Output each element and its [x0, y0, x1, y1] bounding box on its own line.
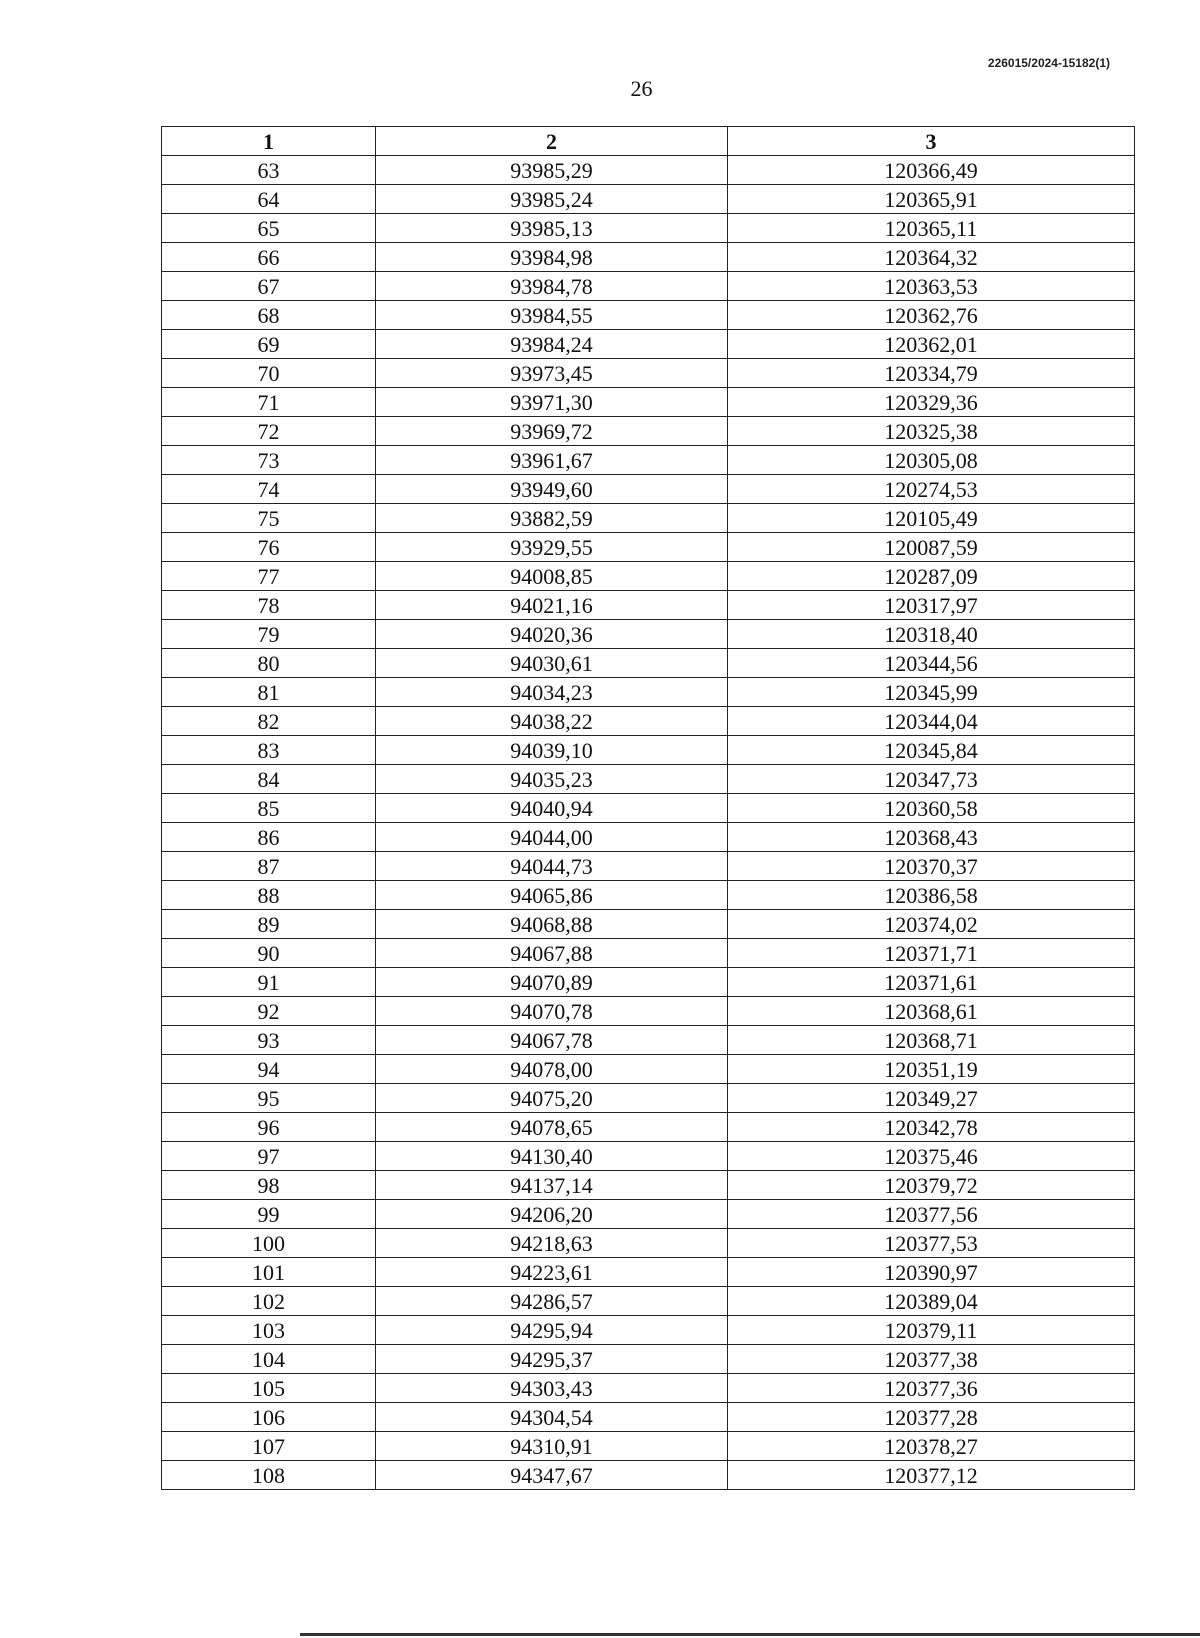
coordinate-x-cell: 93882,59: [376, 504, 728, 533]
table-row: [162, 330, 1135, 359]
point-number-cell: 86: [162, 823, 376, 852]
point-number-cell: 68: [162, 301, 376, 330]
table-row: [162, 533, 1135, 562]
point-number-cell: 84: [162, 765, 376, 794]
point-number-cell: 92: [162, 997, 376, 1026]
point-number-cell: 100: [162, 1229, 376, 1258]
column-header-1: 1: [162, 127, 376, 156]
coordinate-x-cell: 94286,57: [376, 1287, 728, 1316]
coordinate-x-cell: 93971,30: [376, 388, 728, 417]
coordinate-y-cell: 120342,78: [728, 1113, 1135, 1142]
point-number-cell: 73: [162, 446, 376, 475]
coordinate-y-cell: 120345,84: [728, 736, 1135, 765]
table-row: [162, 359, 1135, 388]
point-number-cell: 79: [162, 620, 376, 649]
point-number-cell: 63: [162, 156, 376, 185]
table-row: [162, 1287, 1135, 1316]
point-number-cell: 104: [162, 1345, 376, 1374]
coordinate-y-cell: 120318,40: [728, 620, 1135, 649]
coordinate-y-cell: 120329,36: [728, 388, 1135, 417]
coordinate-x-cell: 94021,16: [376, 591, 728, 620]
coordinate-x-cell: 94137,14: [376, 1171, 728, 1200]
table-row: [162, 910, 1135, 939]
coordinate-x-cell: 93985,24: [376, 185, 728, 214]
page-bottom-rule: [300, 1633, 1200, 1636]
coordinate-x-cell: 94303,43: [376, 1374, 728, 1403]
table-row: [162, 562, 1135, 591]
table-row: [162, 504, 1135, 533]
table-row: [162, 997, 1135, 1026]
document-id: 226015/2024-15182(1): [987, 56, 1110, 70]
table-row: [162, 649, 1135, 678]
coordinate-x-cell: 94044,00: [376, 823, 728, 852]
coordinate-y-cell: 120377,56: [728, 1200, 1135, 1229]
coordinate-y-cell: 120378,27: [728, 1432, 1135, 1461]
coordinate-y-cell: 120377,28: [728, 1403, 1135, 1432]
table-row: [162, 620, 1135, 649]
point-number-cell: 64: [162, 185, 376, 214]
coordinate-y-cell: 120325,38: [728, 417, 1135, 446]
table-row: [162, 1026, 1135, 1055]
coordinate-x-cell: 94035,23: [376, 765, 728, 794]
table-row: [162, 156, 1135, 185]
page-number: 26: [630, 76, 653, 101]
point-number-cell: 90: [162, 939, 376, 968]
coordinate-y-cell: 120379,72: [728, 1171, 1135, 1200]
column-header-3: 3: [728, 127, 1135, 156]
coordinate-x-cell: 93985,13: [376, 214, 728, 243]
coordinate-x-cell: 94218,63: [376, 1229, 728, 1258]
point-number-cell: 82: [162, 707, 376, 736]
coordinate-x-cell: 93929,55: [376, 533, 728, 562]
coordinate-x-cell: 94075,20: [376, 1084, 728, 1113]
table-row: [162, 301, 1135, 330]
coordinate-x-cell: 93973,45: [376, 359, 728, 388]
table-header-row: [162, 127, 1135, 156]
coordinate-x-cell: 94223,61: [376, 1258, 728, 1287]
coordinate-x-cell: 94039,10: [376, 736, 728, 765]
coordinate-y-cell: 120351,19: [728, 1055, 1135, 1084]
coordinate-y-cell: 120344,04: [728, 707, 1135, 736]
coordinate-x-cell: 94008,85: [376, 562, 728, 591]
table-row: [162, 881, 1135, 910]
column-header-2: 2: [376, 127, 728, 156]
point-number-cell: 81: [162, 678, 376, 707]
coordinate-x-cell: 94020,36: [376, 620, 728, 649]
coordinate-x-cell: 94206,20: [376, 1200, 728, 1229]
point-number-cell: 69: [162, 330, 376, 359]
point-number-cell: 97: [162, 1142, 376, 1171]
coordinate-x-cell: 93985,29: [376, 156, 728, 185]
table-row: [162, 707, 1135, 736]
table-row: [162, 1200, 1135, 1229]
table-row: [162, 1142, 1135, 1171]
point-number-cell: 78: [162, 591, 376, 620]
coordinate-y-cell: 120377,36: [728, 1374, 1135, 1403]
coordinate-x-cell: 94295,94: [376, 1316, 728, 1345]
coordinate-y-cell: 120368,71: [728, 1026, 1135, 1055]
table-row: [162, 1229, 1135, 1258]
point-number-cell: 87: [162, 852, 376, 881]
point-number-cell: 93: [162, 1026, 376, 1055]
coordinate-x-cell: 94044,73: [376, 852, 728, 881]
coordinate-x-cell: 94070,78: [376, 997, 728, 1026]
point-number-cell: 102: [162, 1287, 376, 1316]
point-number-cell: 80: [162, 649, 376, 678]
coordinate-y-cell: 120370,37: [728, 852, 1135, 881]
point-number-cell: 75: [162, 504, 376, 533]
coordinate-y-cell: 120377,38: [728, 1345, 1135, 1374]
table-row: [162, 475, 1135, 504]
point-number-cell: 91: [162, 968, 376, 997]
table-row: [162, 1316, 1135, 1345]
table-row: [162, 1432, 1135, 1461]
coordinate-x-cell: 93984,55: [376, 301, 728, 330]
coordinate-y-cell: 120390,97: [728, 1258, 1135, 1287]
coordinate-y-cell: 120287,09: [728, 562, 1135, 591]
coordinate-y-cell: 120317,97: [728, 591, 1135, 620]
point-number-cell: 85: [162, 794, 376, 823]
coordinate-y-cell: 120366,49: [728, 156, 1135, 185]
coordinate-y-cell: 120371,61: [728, 968, 1135, 997]
coordinate-y-cell: 120368,61: [728, 997, 1135, 1026]
coordinate-y-cell: 120344,56: [728, 649, 1135, 678]
table-row: [162, 243, 1135, 272]
coordinate-y-cell: 120386,58: [728, 881, 1135, 910]
point-number-cell: 83: [162, 736, 376, 765]
coordinate-x-cell: 94040,94: [376, 794, 728, 823]
table-row: [162, 1055, 1135, 1084]
coordinate-y-cell: 120364,32: [728, 243, 1135, 272]
point-number-cell: 106: [162, 1403, 376, 1432]
point-number-cell: 71: [162, 388, 376, 417]
coordinate-x-cell: 94065,86: [376, 881, 728, 910]
point-number-cell: 103: [162, 1316, 376, 1345]
point-number-cell: 108: [162, 1461, 376, 1490]
point-number-cell: 77: [162, 562, 376, 591]
coordinate-x-cell: 93984,78: [376, 272, 728, 301]
coordinate-x-cell: 93969,72: [376, 417, 728, 446]
coordinate-y-cell: 120365,91: [728, 185, 1135, 214]
coordinate-x-cell: 94038,22: [376, 707, 728, 736]
table-row: [162, 823, 1135, 852]
coordinate-x-cell: 94078,65: [376, 1113, 728, 1142]
table-row: [162, 1084, 1135, 1113]
coordinate-y-cell: 120274,53: [728, 475, 1135, 504]
table-row: [162, 939, 1135, 968]
point-number-cell: 105: [162, 1374, 376, 1403]
table-row: [162, 185, 1135, 214]
coordinate-y-cell: 120368,43: [728, 823, 1135, 852]
point-number-cell: 107: [162, 1432, 376, 1461]
coordinate-y-cell: 120389,04: [728, 1287, 1135, 1316]
table-row: [162, 1113, 1135, 1142]
coordinate-x-cell: 94130,40: [376, 1142, 728, 1171]
coordinate-x-cell: 94068,88: [376, 910, 728, 939]
coordinate-x-cell: 94078,00: [376, 1055, 728, 1084]
coordinate-y-cell: 120365,11: [728, 214, 1135, 243]
table-row: [162, 417, 1135, 446]
table-row: [162, 1258, 1135, 1287]
coordinate-x-cell: 93984,98: [376, 243, 728, 272]
coordinate-x-cell: 94347,67: [376, 1461, 728, 1490]
point-number-cell: 65: [162, 214, 376, 243]
table-row: [162, 1461, 1135, 1490]
coordinate-y-cell: 120375,46: [728, 1142, 1135, 1171]
point-number-cell: 101: [162, 1258, 376, 1287]
coordinate-x-cell: 94034,23: [376, 678, 728, 707]
table-row: [162, 1345, 1135, 1374]
table-row: [162, 852, 1135, 881]
point-number-cell: 89: [162, 910, 376, 939]
coordinate-y-cell: 120349,27: [728, 1084, 1135, 1113]
coordinate-y-cell: 120371,71: [728, 939, 1135, 968]
table-row: [162, 1171, 1135, 1200]
point-number-cell: 66: [162, 243, 376, 272]
coordinate-x-cell: 94067,88: [376, 939, 728, 968]
table-row: [162, 968, 1135, 997]
coordinate-x-cell: 94067,78: [376, 1026, 728, 1055]
table-row: [162, 765, 1135, 794]
coordinate-x-cell: 94070,89: [376, 968, 728, 997]
coordinate-y-cell: 120379,11: [728, 1316, 1135, 1345]
table-row: [162, 1374, 1135, 1403]
table-row: [162, 388, 1135, 417]
coordinate-y-cell: 120377,12: [728, 1461, 1135, 1490]
coordinate-y-cell: 120374,02: [728, 910, 1135, 939]
coordinate-x-cell: 94304,54: [376, 1403, 728, 1432]
point-number-cell: 95: [162, 1084, 376, 1113]
table-row: [162, 446, 1135, 475]
table-row: [162, 794, 1135, 823]
coordinate-y-cell: 120362,01: [728, 330, 1135, 359]
coordinate-y-cell: 120360,58: [728, 794, 1135, 823]
point-number-cell: 99: [162, 1200, 376, 1229]
coordinate-y-cell: 120105,49: [728, 504, 1135, 533]
coordinate-y-cell: 120345,99: [728, 678, 1135, 707]
point-number-cell: 98: [162, 1171, 376, 1200]
coordinate-y-cell: 120363,53: [728, 272, 1135, 301]
table-row: [162, 736, 1135, 765]
point-number-cell: 67: [162, 272, 376, 301]
table-row: [162, 272, 1135, 301]
coordinate-x-cell: 93949,60: [376, 475, 728, 504]
table-row: [162, 214, 1135, 243]
coordinate-x-cell: 93984,24: [376, 330, 728, 359]
coordinate-y-cell: 120087,59: [728, 533, 1135, 562]
coordinate-y-cell: 120347,73: [728, 765, 1135, 794]
coordinate-x-cell: 94310,91: [376, 1432, 728, 1461]
point-number-cell: 72: [162, 417, 376, 446]
coordinate-y-cell: 120334,79: [728, 359, 1135, 388]
coordinate-y-cell: 120377,53: [728, 1229, 1135, 1258]
point-number-cell: 70: [162, 359, 376, 388]
point-number-cell: 88: [162, 881, 376, 910]
coordinates-table: [161, 126, 1135, 1490]
table-row: [162, 678, 1135, 707]
point-number-cell: 94: [162, 1055, 376, 1084]
coordinate-x-cell: 94295,37: [376, 1345, 728, 1374]
coordinate-x-cell: 94030,61: [376, 649, 728, 678]
table-row: [162, 591, 1135, 620]
point-number-cell: 74: [162, 475, 376, 504]
point-number-cell: 96: [162, 1113, 376, 1142]
coordinate-y-cell: 120305,08: [728, 446, 1135, 475]
coordinate-x-cell: 93961,67: [376, 446, 728, 475]
table-body: [162, 156, 1135, 1490]
point-number-cell: 76: [162, 533, 376, 562]
table-row: [162, 1403, 1135, 1432]
coordinate-y-cell: 120362,76: [728, 301, 1135, 330]
